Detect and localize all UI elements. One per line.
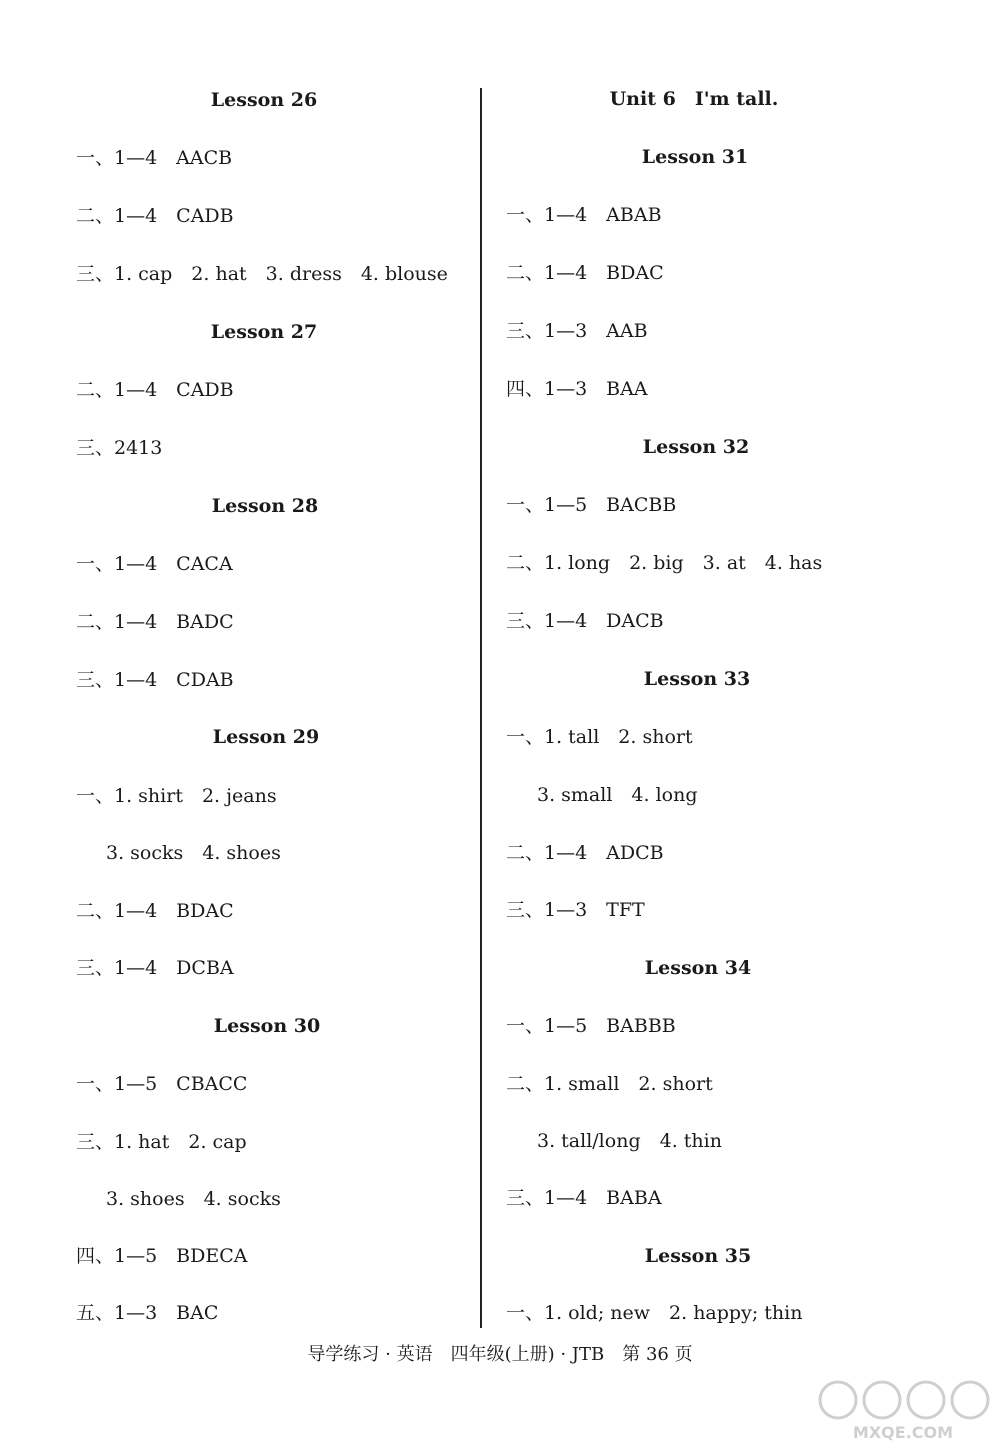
answer-line: 三、1—4 BABA	[506, 1187, 662, 1209]
lesson-heading: Lesson 35	[644, 1245, 752, 1267]
answer-line: 二、1—4 BDAC	[506, 262, 664, 284]
answer-line: 四、1—5 BDECA	[76, 1245, 248, 1267]
answer-line: 四、1—3 BAA	[506, 378, 648, 400]
answer-line: 二、1—4 CADB	[76, 379, 234, 401]
answer-line: 一、1—5 BABBB	[506, 1015, 676, 1037]
answer-line: 3. shoes 4. socks	[106, 1188, 281, 1210]
lesson-heading: Lesson 31	[641, 146, 749, 168]
lesson-heading: Lesson 30	[213, 1015, 321, 1037]
lesson-heading: Lesson 32	[642, 436, 750, 458]
answer-line: 五、1—3 BAC	[76, 1302, 219, 1324]
answer-line: 二、1—4 BADC	[76, 611, 234, 633]
answer-line: 一、1—4 ABAB	[506, 204, 662, 226]
page-footer: 导学练习 · 英语 四年级(上册) · JTB 第 36 页	[307, 1344, 693, 1365]
lesson-heading: Lesson 33	[643, 668, 751, 690]
answer-line: 三、1—4 CDAB	[76, 669, 234, 691]
answer-line: 二、1. long 2. big 3. at 4. has	[506, 552, 823, 574]
answer-line: 三、1—3 AAB	[506, 320, 648, 342]
answer-line: 一、1—5 BACBB	[506, 494, 677, 516]
watermark-logo-icon	[808, 1376, 998, 1442]
answer-line: 一、1. old; new 2. happy; thin	[506, 1302, 803, 1324]
lesson-heading: Lesson 27	[210, 321, 318, 343]
answer-line: 三、1. cap 2. hat 3. dress 4. blouse	[76, 263, 448, 285]
answer-line: 一、1. tall 2. short	[506, 726, 693, 748]
column-divider	[480, 88, 482, 1328]
answer-line: 二、1. small 2. short	[506, 1073, 713, 1095]
unit-title: Unit 6 I'm tall.	[609, 88, 779, 110]
answer-line: 三、2413	[76, 437, 163, 459]
answer-line: 二、1—4 CADB	[76, 205, 234, 227]
answer-line: 三、1. hat 2. cap	[76, 1131, 247, 1153]
answer-line: 3. socks 4. shoes	[106, 842, 281, 864]
answer-line: 三、1—3 TFT	[506, 899, 645, 921]
answer-line: 三、1—4 DACB	[506, 610, 664, 632]
answer-line: 3. small 4. long	[537, 784, 698, 806]
answer-line: 一、1—4 AACB	[76, 147, 233, 169]
lesson-heading: Lesson 29	[212, 726, 320, 748]
answer-line: 二、1—4 ADCB	[506, 842, 664, 864]
answer-line: 3. tall/long 4. thin	[537, 1130, 722, 1152]
lesson-heading: Lesson 34	[644, 957, 752, 979]
watermark-text: MXQE.COM	[852, 1423, 954, 1442]
answer-line: 二、1—4 BDAC	[76, 900, 234, 922]
lesson-heading: Lesson 26	[210, 89, 318, 111]
answer-line: 一、1—5 CBACC	[76, 1073, 248, 1095]
answer-line: 一、1—4 CACA	[76, 553, 233, 575]
lesson-heading: Lesson 28	[211, 495, 319, 517]
answer-line: 三、1—4 DCBA	[76, 957, 234, 979]
answer-line: 一、1. shirt 2. jeans	[76, 785, 277, 807]
